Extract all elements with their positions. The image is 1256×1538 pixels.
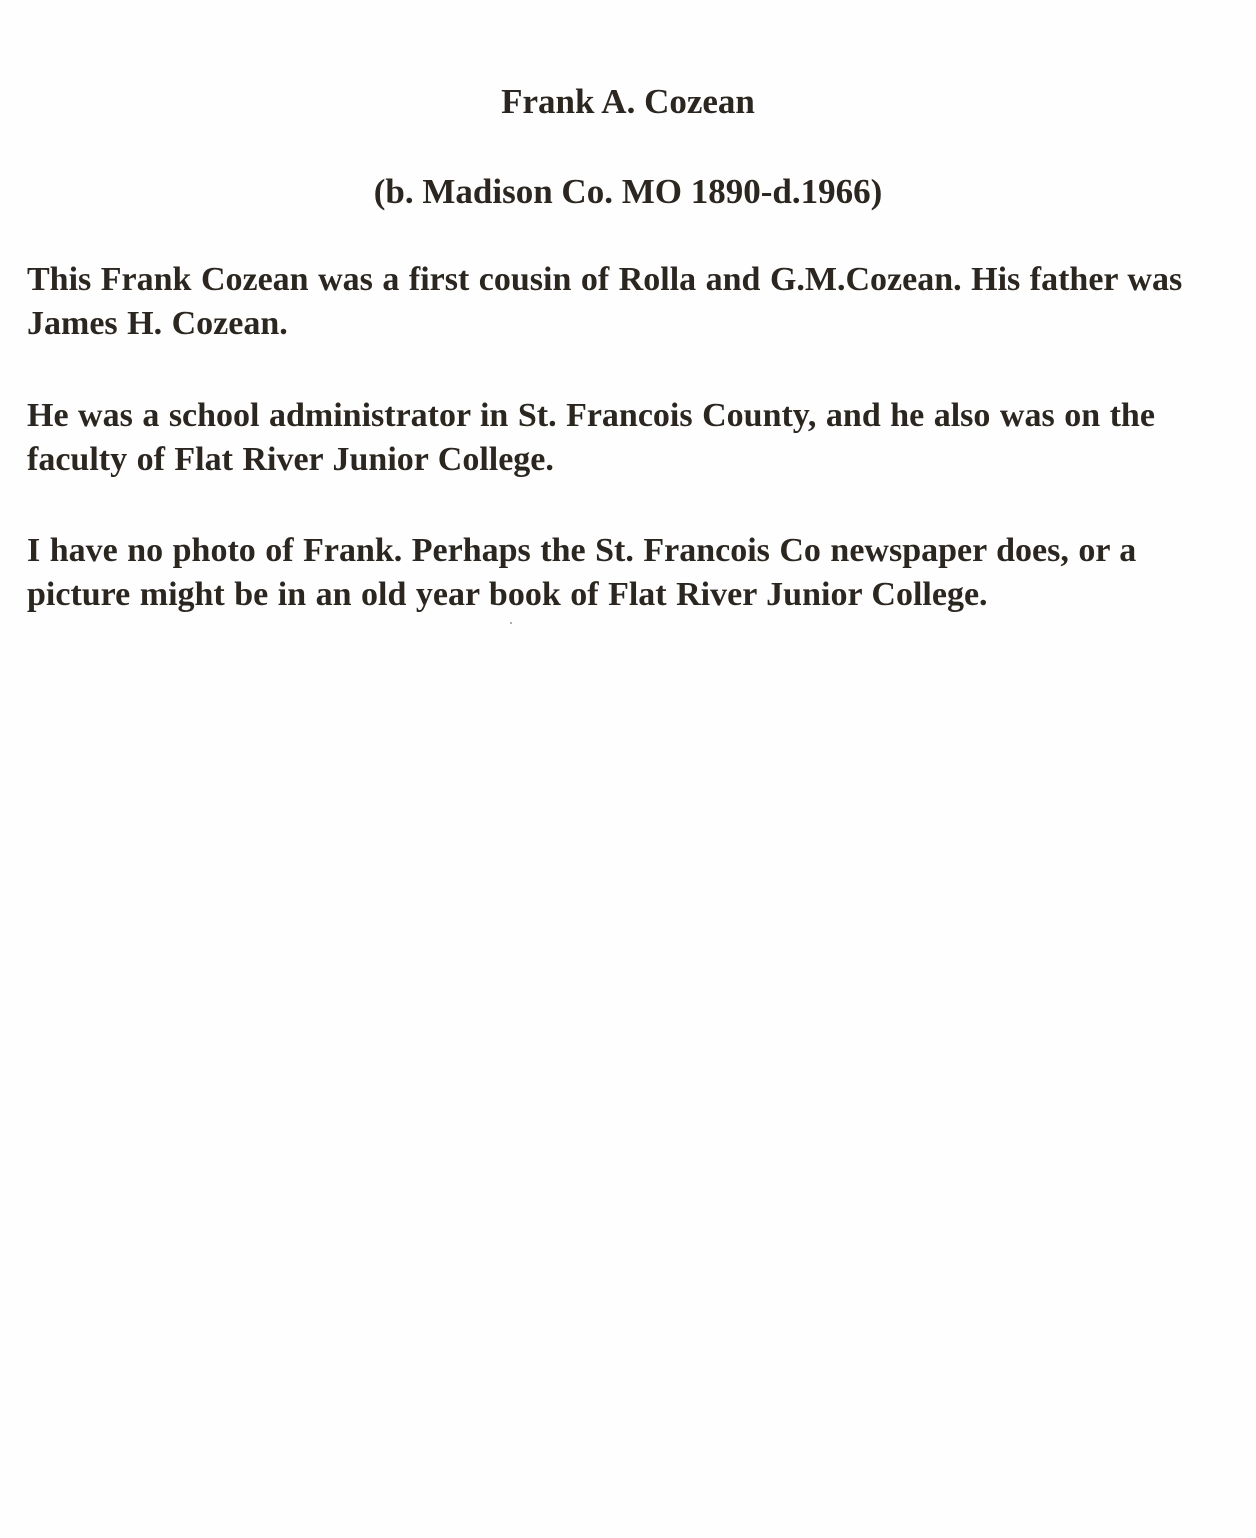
paragraph-photo: I have no photo of Frank. Perhaps the St. Francois Co newspaper does, or a picture might be in an old year book of Flat River Junior College. — [27, 532, 1137, 613]
paragraph-career: He was a school administrator in St. Francois County, and he also was on the faculty of Flat River Junior College. — [27, 397, 1155, 478]
document-subtitle: (b. Madison Co. MO 1890-d.1966) — [373, 172, 883, 211]
document-title: Frank A. Cozean — [501, 82, 755, 121]
paragraph-family: This Frank Cozean was a first cousin of Rolla and G.M.Cozean. His father was James H. Cozean. — [27, 261, 1183, 342]
scan-speck — [510, 622, 512, 624]
